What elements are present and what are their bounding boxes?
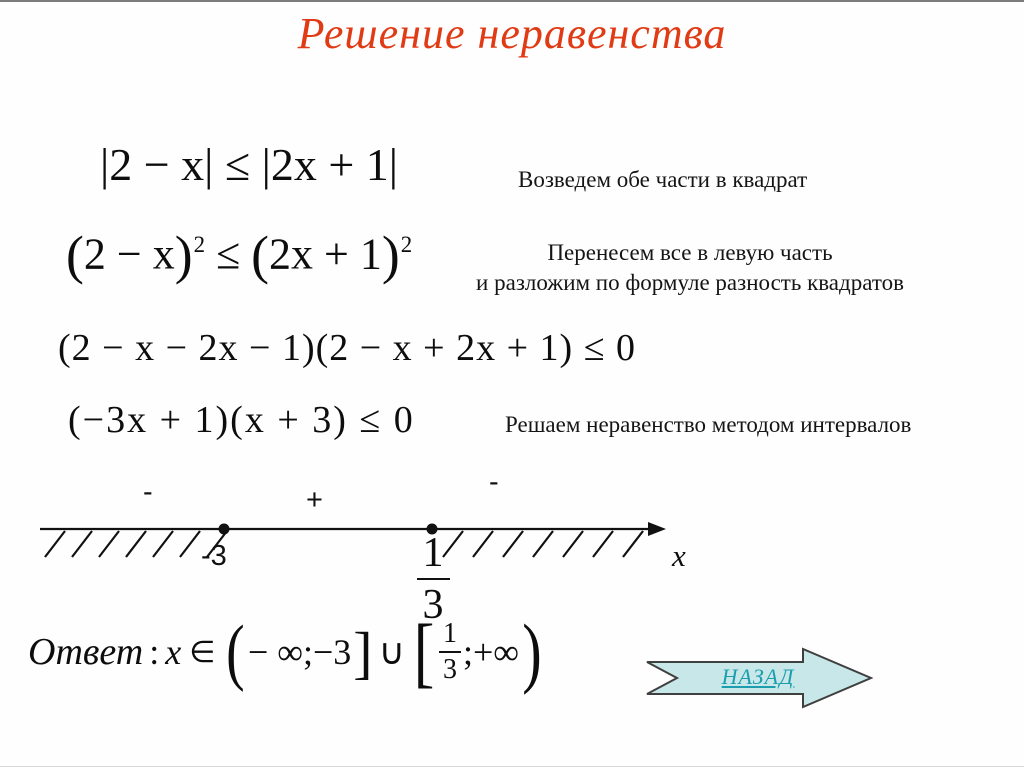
open-paren: ( [226, 610, 245, 693]
note-square-both-sides: Возведем обе части в квадрат [518, 167, 808, 192]
hatch-line [563, 531, 583, 557]
hatch-line [126, 531, 146, 557]
hatch-line [153, 531, 173, 557]
point-dot-minus3 [219, 524, 230, 535]
answer-variable: x [165, 632, 182, 672]
paren: ) [381, 225, 400, 285]
note-line: Перенесем все в левую часть [547, 240, 833, 265]
exponent: 2 [193, 232, 206, 258]
expression: 2 − x [83, 229, 175, 279]
point-label-minus3: -3 [201, 540, 227, 572]
answer-colon: : [149, 632, 160, 672]
interval-left: − ∞;−3 [247, 632, 352, 672]
hatch-line [593, 531, 613, 557]
paren: ( [251, 225, 270, 285]
page-title: Решение неравенства [297, 9, 727, 58]
answer-fraction [439, 620, 461, 684]
exponent: 2 [400, 232, 413, 258]
hatch-line [503, 531, 523, 557]
equation-factored-short: (−3x + 1)(x + 3) ≤ 0 [68, 399, 415, 441]
axis-arrowhead [648, 522, 666, 536]
hatch-line [623, 531, 643, 557]
close-bracket: ] [353, 619, 373, 685]
fraction-denominator: 3 [439, 651, 461, 684]
hatch-line [473, 531, 493, 557]
paren: ) [174, 225, 193, 285]
sign-label-middle: + [306, 484, 323, 516]
hatch-line [45, 531, 65, 557]
back-button[interactable] [645, 646, 873, 710]
equation-factored-long: (2 − x − 2x − 1)(2 − x + 2x + 1) ≤ 0 [58, 327, 637, 369]
fraction-numerator: 1 [422, 530, 444, 576]
equation-squared [66, 224, 412, 286]
hatch-line [533, 531, 553, 557]
back-button-label[interactable]: НАЗАД [721, 664, 795, 689]
close-paren: ) [522, 608, 542, 695]
union-symbol: ∪ [378, 632, 405, 672]
paren: ( [66, 225, 84, 285]
fraction-numerator: 1 [442, 618, 457, 649]
equation-abs-inequality: |2 − x| ≤ |2x + 1| [100, 139, 398, 190]
note-line: и разложим по формуле разность квадратов [476, 270, 904, 295]
sign-label-right: - [489, 466, 499, 498]
fraction-denominator: 3 [417, 578, 450, 626]
note-interval-method: Решаем неравенство методом интервалов [505, 412, 912, 437]
hatch-line [72, 531, 92, 557]
interval-right: ;+∞ [462, 632, 519, 672]
hatch-line [99, 531, 119, 557]
answer-word: Ответ [28, 631, 144, 673]
hatch-line [180, 531, 200, 557]
answer-line [28, 602, 545, 702]
axis-label-x: x [672, 538, 686, 573]
sign-label-left: - [143, 476, 153, 508]
note-move-left-factor [440, 238, 940, 298]
element-of-symbol: ∈ [189, 635, 216, 669]
relation: ≤ [205, 229, 252, 279]
number-line [30, 457, 690, 592]
open-bracket: [ [413, 608, 435, 695]
expression: 2x + 1 [269, 229, 382, 279]
